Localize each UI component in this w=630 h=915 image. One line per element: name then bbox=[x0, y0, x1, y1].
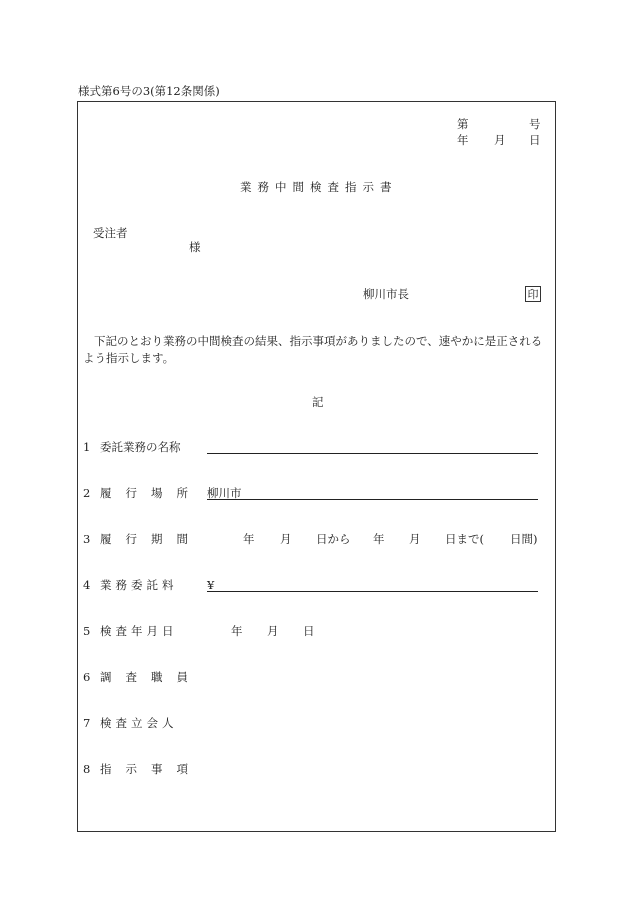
item-number: 3 bbox=[83, 532, 91, 546]
date-year: 年 bbox=[457, 133, 469, 147]
issuer-name: 柳川市長 bbox=[363, 287, 409, 301]
doc-number-prefix: 第 bbox=[457, 117, 469, 131]
item-label: 指示事項 bbox=[100, 762, 202, 776]
period-year2: 年 bbox=[373, 532, 385, 546]
doc-number-suffix: 号 bbox=[529, 117, 541, 131]
inspection-month: 月 bbox=[267, 624, 279, 638]
period-day1: 日から bbox=[316, 532, 351, 546]
item-label: 検査立会人 bbox=[100, 716, 178, 730]
period-days: 日間) bbox=[510, 532, 538, 546]
inspection-year: 年 bbox=[231, 624, 243, 638]
location-value: 柳川市 bbox=[207, 486, 242, 500]
fee-line bbox=[207, 591, 538, 592]
document-title: 業務中間検査指示書 bbox=[240, 180, 398, 194]
location-line bbox=[207, 499, 538, 500]
item-label: 委託業務の名称 bbox=[100, 440, 181, 454]
item-number: 8 bbox=[83, 762, 91, 776]
fee-value: ¥ bbox=[207, 578, 215, 592]
item-label: 検査年月日 bbox=[100, 624, 178, 638]
date-month: 月 bbox=[494, 133, 506, 147]
seal-mark: 印 bbox=[525, 286, 541, 302]
body-text: 下記のとおり業務の中間検査の結果、指示事項がありましたので、速やかに是正されるよう指示します。 bbox=[83, 334, 543, 365]
inspection-day: 日 bbox=[303, 624, 315, 638]
recipient-honorific: 様 bbox=[189, 240, 201, 254]
period-year1: 年 bbox=[243, 532, 255, 546]
form-id: 様式第6号の3(第12条関係) bbox=[78, 84, 220, 98]
item-number: 6 bbox=[83, 670, 91, 684]
item-label: 業務委託料 bbox=[100, 578, 178, 592]
record-heading: 記 bbox=[312, 395, 324, 409]
contract-name-line bbox=[207, 453, 538, 454]
item-number: 2 bbox=[83, 486, 91, 500]
recipient-label: 受注者 bbox=[93, 226, 128, 240]
date-day: 日 bbox=[529, 133, 541, 147]
period-day2: 日まで( bbox=[445, 532, 484, 546]
period-month2: 月 bbox=[409, 532, 421, 546]
item-label: 履行期間 bbox=[100, 532, 202, 546]
item-number: 7 bbox=[83, 716, 91, 730]
item-label: 調査職員 bbox=[100, 670, 202, 684]
item-number: 1 bbox=[83, 440, 91, 454]
item-label: 履行場所 bbox=[100, 486, 202, 500]
item-number: 4 bbox=[83, 578, 91, 592]
period-month1: 月 bbox=[280, 532, 292, 546]
item-number: 5 bbox=[83, 624, 91, 638]
